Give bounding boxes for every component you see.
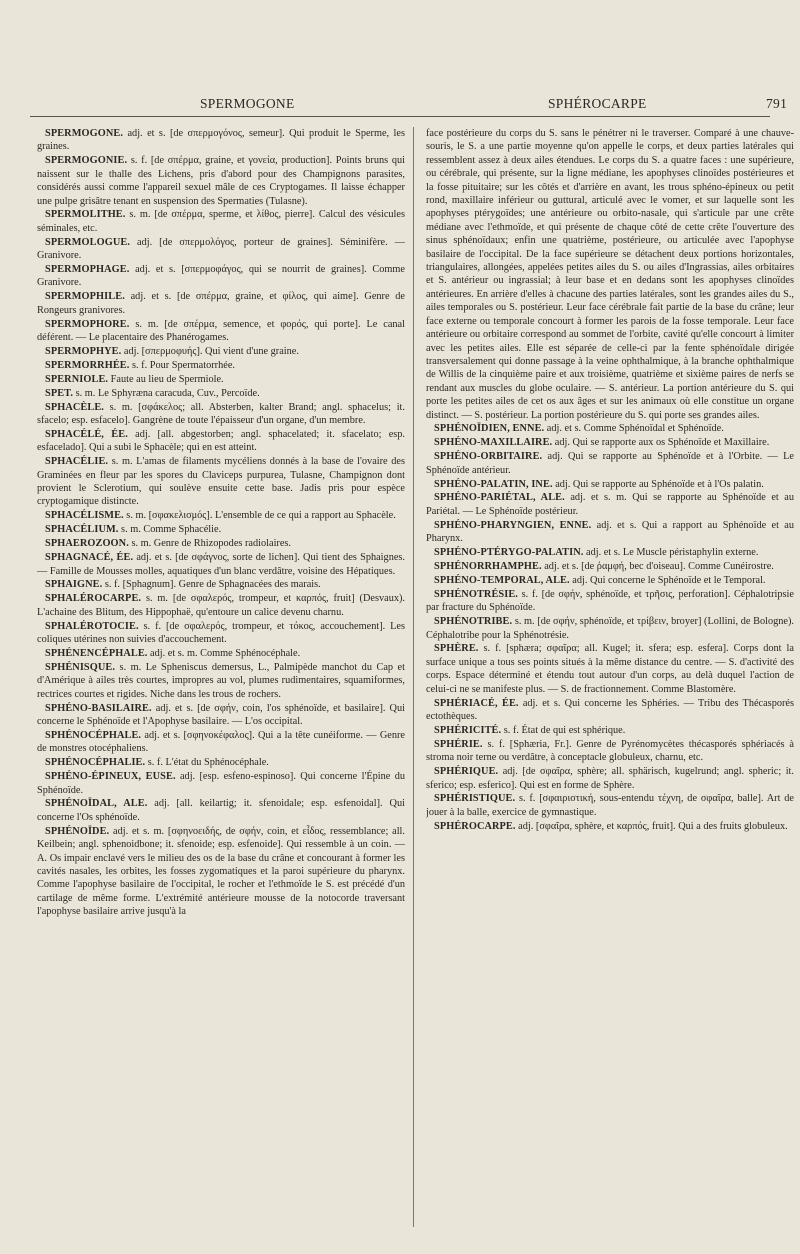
- entry-definition: s. m. L'amas de filaments mycéliens donnés à la base de l'ovaire des Graminées en fleur par les spores du Claviceps purpurea, Tulasne, Champignon dont provient le Sclerotium, qui soulève ensuite cette base. Jadis pris pour espèce cryptogamique distincte.: [37, 456, 405, 508]
- entry-headword: SPHACÉLÉ, ÉE.: [45, 428, 128, 440]
- dictionary-entry: [426, 519, 794, 546]
- entry-headword: SPHACÈLE.: [45, 401, 104, 413]
- entry-definition: adj. Qui concerne le Sphénoïde et le Temporal.: [569, 574, 766, 586]
- dictionary-entry: [37, 263, 405, 290]
- entry-definition: adj. et s. [de σπερμογόνος, semeur]. Qui produit le Sperme, les graines.: [37, 128, 405, 153]
- dictionary-entry: [37, 702, 405, 729]
- entry-headword: SPHALÉROTOCIE.: [45, 620, 139, 632]
- entry-definition: s. f. L'état du Sphénocéphale.: [145, 757, 269, 769]
- dictionary-entry: [37, 509, 405, 522]
- dictionary-entry: [37, 455, 405, 509]
- entry-headword: SPHÉNO-PARIÉTAL, ALE.: [434, 492, 565, 504]
- entry-headword: SPHÉNO-MAXILLAIRE.: [434, 437, 553, 449]
- entry-headword: SPHÉNOÏDE.: [45, 825, 110, 837]
- dictionary-entry: [37, 797, 405, 824]
- entry-headword: SPHÉNOTRÉSIE.: [434, 588, 518, 600]
- dictionary-entry: [426, 546, 794, 559]
- entry-definition: s. m. Le Spheniscus demersus, L., Palmipède manchot du Cap et d'Amérique à ailes très courtes, impropres au vol, plumes rudimentaires, squamiformes, rectrices courtes et rigides. Niche dans les trous de rochers.: [37, 661, 405, 700]
- entry-headword: SPHÉNENCÉPHALE.: [45, 647, 148, 659]
- entry-definition: s. m. [de σπέρμα, semence, et φορός, qui porte]. Le canal déférent. — Le placentaire des Phanérogames.: [37, 318, 405, 344]
- entry-definition: adj. et s. [σφηνοκέφαλος]. Qui a la tête cunéiforme. — Genre de monstres otocéphaliens.: [37, 729, 405, 755]
- entry-headword: SPHÈRE.: [434, 643, 479, 655]
- entry-definition: adj. Qui se rapporte au Sphénoïde et à l'Orbite. — Le Sphénoïde antérieur.: [426, 451, 794, 476]
- dictionary-entry: [426, 478, 794, 491]
- entry-definition: s. f. [de σπέρμα, graine, et γονεία, production]. Points bruns qui naissent sur le thalle des Lichens, pris d'abord pour des Champignons parasites, considérés aussi comme l'appareil sexuel mâle de ces Cryptogames. Il laisse échapper une pulpe grisâtre tenant en suspension des Spermaties (Tulasne).: [37, 155, 405, 207]
- entry-definition: adj. [σπερμοφυής]. Qui vient d'une graine.: [121, 346, 299, 357]
- entry-headword: SPHÉRIACÉ, ÉE.: [434, 697, 519, 709]
- dictionary-entry: [37, 647, 405, 660]
- entry-definition: s. f. [sphæra; σφαῖρα; all. Kugel; it. sfera; esp. esfera]. Corps dont la surface unique a tous ses points situés à la même distance du centre. — S. d'activité des corps. Espace déterminé et étendu tout autour d'un corps, au delà duquel l'action de celui-ci ne se manifeste plus. — S. de fractionnement. Comme Blastomère.: [426, 643, 794, 695]
- entry-headword: SPHAGNACÉ, ÉE.: [45, 552, 134, 564]
- entry-headword: SPHÉNOÏDAL, ALE.: [45, 798, 148, 810]
- dictionary-entry: [37, 620, 405, 647]
- entry-headword: SPHÉNO-PHARYNGIEN, ENNE.: [434, 519, 592, 531]
- dictionary-entry: [37, 387, 405, 400]
- entry-definition: adj. Qui se rapporte au Sphénoïde et à l'Os palatin.: [552, 478, 764, 490]
- entry-headword: SPERMOLITHE.: [45, 209, 126, 221]
- entry-headword: SPHÉNO-ORBITAIRE.: [434, 451, 543, 463]
- running-header: [0, 96, 800, 118]
- header-rule: [30, 116, 770, 117]
- entry-definition: s. f. [Sphagnum]. Genre de Sphagnacées des marais.: [102, 579, 321, 591]
- entry-headword: SPHÉNO-BASILAIRE.: [45, 702, 152, 714]
- right-column: [426, 127, 794, 1232]
- dictionary-entry: [426, 127, 794, 422]
- dictionary-entry: [426, 697, 794, 724]
- entry-definition: face postérieure du corps du S. sans le pénétrer ni le traverser. Comparé à une chauve-souris, le S. a une partie moyenne qu'on appelle le corps, et deux parties latérales qui ressemblent assez à deux ailes étendues. Le corps du S. a quatre faces : une supérieure, ou cérébrale, qui présente, sur la ligne médiane, les apophyses clinoïdes postérieures et la fosse pituitaire; sur les côtés et d'arrière en avant, les trous sphéno-épineux ou petit rond, maxillaire inférieur ou guttural, articulé avec le vomer, et sur laquelle sont les apophyses ptérygoïdes; une antérieure ou orbito-nasale, qui s'articule par une crête médiane avec l'ethmoïde, et qui présente de chaque côté de cette crête l'ouverture des sinus sphénoïdaux; enfin une quatrième, postérieure, ou articulée avec l'apophyse basilaire de l'occipital. De la face supérieure se détachent deux portions horizontales, triangulaires, allongées, appelées petites ailes du S. ou ailes d'Ingrassias, ailes orbitaires et S. antérieur ou ingrassial; à leur base et en dedans sont les apophyses clinoïdes antérieures. En arrière d'elles à chacune des parties latérales, sont les grandes ailes du S., ailes temporales ou S. postérieur. Leur face cérébrale fait partie de la base du crâne; leur face externe ou temporale concourt à former les parois de la fosse temporale. Leur face antérieure ou orbitaire correspond au sommet de l'orbite, cavité qu'elle concourt à limiter avec les petites ailes. Elle est séparée de celle-ci par la fente sphénoïdale dirigée transversalement qui donne passage à la veine ophthalmique, à la branche ophthalmique de Willis de la cinquième paire et aux troisième, quatrième et sixième paires de nerfs se rendant aux muscles du globe oculaire. — S. antérieur. La portion antérieure du S. qui porte les petites ailes de cet os aux âges et sur les animaux où elle constitue un organe distinct. — S. postérieur. La portion postérieure du S. qui porte ses grandes ailes.: [426, 128, 794, 421]
- entry-definition: s. m. Comme Sphacélie.: [118, 524, 222, 536]
- entry-definition: s. f. [σφαιριστική, sous-entendu τέχνη, de σφαῖρα, balle]. Art de jouer à la balle, exercice de gymnastique.: [426, 793, 794, 818]
- entry-definition: adj. et s. [de σφήν, coin, l'os sphénoïde, et basilaire]. Qui concerne le Sphénoïde et l'Apophyse basilaire. — L'os occipital.: [37, 702, 405, 727]
- entry-headword: SPHÉNORRHAMPHE.: [434, 561, 542, 572]
- entry-definition: adj. [esp. esfeno-espinoso]. Qui concerne l'Épine du Sphénoïde.: [37, 771, 405, 796]
- entry-headword: SPHÉNISQUE.: [45, 661, 116, 673]
- dictionary-entry: [37, 729, 405, 756]
- entry-headword: SPHÉRICITÉ.: [434, 724, 502, 736]
- dictionary-entry: [37, 127, 405, 154]
- page-number: 791: [766, 96, 788, 111]
- entry-headword: SPHÉRIE.: [434, 738, 483, 750]
- entry-definition: adj. [de σπερμολόγος, porteur de graines]. Séminifère. — Granivore.: [37, 236, 405, 262]
- dictionary-entry: [426, 588, 794, 615]
- dictionary-entry: [37, 401, 405, 428]
- dictionary-entry: [37, 770, 405, 797]
- entry-definition: adj. et s. Le Muscle péristaphylin externe.: [583, 547, 759, 559]
- entry-definition: adj. et s. [de σφάγνος, sorte de lichen]. Qui tient des Sphaignes. — Famille de Mousses molles, aquatiques d'un blanc verdâtre, voisine des Hépatiques.: [37, 552, 405, 577]
- dictionary-entry: [426, 792, 794, 819]
- entry-definition: adj. Qui se rapporte aux os Sphénoïde et Maxillaire.: [552, 437, 770, 449]
- entry-definition: adj. et s. [de ῥαμφή, bec d'oiseau]. Comme Cunéirostre.: [541, 561, 774, 572]
- entry-headword: SPHÉNO-PTÉRYGO-PALATIN.: [434, 547, 584, 559]
- entry-definition: s. f. [Sphæria, Fr.]. Genre de Pyrénomycètes thécasporés sphériacés à stroma noir terne ou verdâtre, à conceptacle globuleux, charnu, etc.: [426, 738, 794, 764]
- entry-definition: adj. [σφαῖρα, sphère, et καρπός, fruit]. Qui a des fruits globuleux.: [515, 820, 788, 832]
- dictionary-entry: [426, 436, 794, 449]
- dictionary-entry: [37, 359, 405, 372]
- entry-definition: s. m. [σφάκελος; all. Absterben, kalter Brand; angl. sphacelus; it. sfacelo; esp. esfacelo]. Gangrène de toute l'épaisseur d'un organe, d'un membre.: [37, 401, 405, 427]
- entry-definition: adj. [de σφαῖρα, sphère; all. sphärisch, kugelrund; angl. spheric; it. sferico; esp. esferico]. Qui est en forme de Sphère.: [426, 766, 794, 791]
- entry-headword: SPERMOPHYE.: [45, 346, 122, 357]
- entry-headword: SPHÉNO-TEMPORAL, ALE.: [434, 574, 570, 586]
- entry-headword: SPERMOPHAGE.: [45, 264, 130, 276]
- dictionary-entry: [37, 523, 405, 536]
- dictionary-entry: [37, 318, 405, 345]
- entry-headword: SPHACÉLIUM.: [45, 524, 119, 536]
- dictionary-entry: [37, 592, 405, 619]
- entry-headword: SPHACÉLIE.: [45, 456, 109, 468]
- dictionary-entry: [37, 236, 405, 263]
- entry-headword: SPERMOPHILE.: [45, 291, 125, 303]
- entry-definition: s. m. [de σφήν, sphénoïde, et τρίβειν, broyer] (Lollini, de Bologne). Céphalotribe pour la Sphénotrésie.: [426, 616, 794, 641]
- dictionary-entry: [426, 642, 794, 696]
- entry-headword: SPHAIGNE.: [45, 579, 103, 591]
- header-left-guideword: SPERMOGONE: [200, 96, 295, 111]
- entry-headword: SPERMOGONE.: [45, 128, 124, 139]
- entry-definition: adj. et s. Qui concerne les Sphéries. — Tribu des Thécasporés ectothèques.: [426, 697, 794, 722]
- entry-headword: SPERMORRHÉE.: [45, 359, 130, 371]
- entry-headword: SPERMOGONIE.: [45, 155, 128, 167]
- dictionary-entry: [426, 765, 794, 792]
- entry-headword: SPERNIOLE.: [45, 373, 109, 385]
- entry-definition: s. m. [σφακελισμός]. L'ensemble de ce qui a rapport au Sphacèle.: [123, 510, 396, 522]
- dictionary-entry: [426, 738, 794, 765]
- entry-definition: s. f. État de qui est sphérique.: [501, 724, 626, 736]
- dictionary-entry: [37, 428, 405, 455]
- dictionary-entry: [426, 615, 794, 642]
- entry-definition: adj. [all. abgestorben; angl. sphacelated; it. sfacelato; esp. esfacelado]. Qui a subi le Sphacèle; qui en est atteint.: [37, 428, 405, 454]
- entry-definition: adj. et s. [de σπέρμα, graine, et φίλος, qui aime]. Genre de Rongeurs granivores.: [37, 291, 405, 316]
- entry-headword: SPHAEROZOON.: [45, 538, 129, 550]
- entry-headword: SPET.: [45, 387, 74, 399]
- entry-definition: Faute au lieu de Spermiole.: [108, 373, 224, 385]
- entry-definition: s. m. Genre de Rhizopodes radiolaires.: [128, 538, 292, 550]
- dictionary-entry: [37, 756, 405, 769]
- dictionary-entry: [426, 491, 794, 518]
- entry-definition: s. f. [de σφήν, sphénoïde, et τρῆσις, perforation]. Céphalotripsie par fracture du Sphénoïde.: [426, 588, 794, 614]
- dictionary-entry: [37, 373, 405, 386]
- entry-definition: adj. et s. m. Qui se rapporte au Sphénoïde et au Pariétal. — Le Sphénoïde postérieur.: [426, 492, 794, 517]
- entry-headword: SPHÉNOCÉPHALE.: [45, 729, 142, 741]
- left-column: [37, 127, 405, 1232]
- dictionary-entry: [426, 450, 794, 477]
- dictionary-entry: [426, 574, 794, 587]
- entry-headword: SPHÉROCARPE.: [434, 820, 516, 832]
- dictionary-entry: [37, 290, 405, 317]
- entry-headword: SPERMOPHORE.: [45, 318, 130, 330]
- entry-definition: s. m. Le Sphyræna caracuda, Cuv., Percoïde.: [73, 387, 260, 399]
- entry-definition: s. m. [de σφαλερός, trompeur, et καρπός, fruit] (Desvaux). L'achaine des Blitum, des Hippophaë, qu'entoure un calice devenu charnu.: [37, 593, 405, 618]
- entry-definition: s. f. Pour Spermatorrhée.: [129, 359, 235, 371]
- entry-definition: adj. et s. Comme Sphénoïdal et Sphénoïde.: [544, 423, 724, 435]
- dictionary-entry: [426, 422, 794, 435]
- entry-headword: SPHÉNO-PALATIN, INE.: [434, 478, 553, 490]
- entry-headword: SPHACÉLISME.: [45, 510, 124, 522]
- entry-definition: adj. [all. keilartig; it. sfenoidale; esp. esfenoidal]. Qui concerne l'Os sphénoïde.: [37, 798, 405, 823]
- dictionary-entry: [37, 345, 405, 358]
- dictionary-entry: [426, 820, 794, 833]
- header-right-guideword: SPHÉROCARPE: [548, 96, 647, 111]
- entry-definition: adj. et s. m. Comme Sphénocéphale.: [147, 647, 301, 659]
- dictionary-entry: [37, 537, 405, 550]
- dictionary-entry: [37, 551, 405, 578]
- entry-definition: s. f. [de σφαλερός, trompeur, et τόκος, accouchement]. Les coliques utérines non suivies d'accouchement.: [37, 620, 405, 646]
- dictionary-entry: [37, 825, 405, 919]
- entry-headword: SPHÉNOCÉPHALIE.: [45, 757, 146, 769]
- dictionary-entry: [37, 208, 405, 235]
- dictionary-entry: [37, 578, 405, 591]
- column-divider: [413, 127, 414, 1227]
- entry-definition: adj. et s. [σπερμοφάγος, qui se nourrit de graines]. Comme Granivore.: [37, 264, 405, 289]
- entry-headword: SPHÉNOÏDIEN, ENNE.: [434, 423, 545, 435]
- entry-headword: SPHÉRISTIQUE.: [434, 793, 516, 805]
- entry-definition: adj. et s. Qui a rapport au Sphénoïde et au Pharynx.: [426, 519, 794, 545]
- entry-headword: SPHALÉROCARPE.: [45, 593, 142, 605]
- dictionary-entry: [37, 661, 405, 701]
- dictionary-entry: [37, 154, 405, 208]
- entry-definition: s. m. [de σπέρμα, sperme, et λίθος, pierre]. Calcul des vésicules séminales, etc.: [37, 209, 405, 234]
- dictionary-entry: [426, 560, 794, 573]
- entry-headword: SPERMOLOGUE.: [45, 236, 131, 248]
- entry-definition: adj. et s. m. [σφηνοειδής, de σφήν, coin, et εἶδος, ressemblance; all. Keilbein; angl. sphenoidbone; it. sfenoide; esp. esfenoide]. Qui ressemble à un coin. — A. Os impair enclavé vers le milieu des os de la base du crâne et concourant à former les cavités nasales, les orbites, les fosses zygomatiques et la paroi supérieure du pharynx. Comme l'apophyse basilaire de l'occipital, le rocher et l'ethmoïde le S. est précédé d'un cartilage de même forme. L'extrémité antérieure mousse de la notocorde traversant l'apophyse basilaire arrive jusqu'à la: [37, 825, 405, 918]
- entry-headword: SPHÉRIQUE.: [434, 766, 499, 778]
- entry-headword: SPHÉNOTRIBE.: [434, 616, 513, 628]
- entry-headword: SPHÉNO-ÉPINEUX, EUSE.: [45, 771, 176, 783]
- dictionary-entry: [426, 724, 794, 737]
